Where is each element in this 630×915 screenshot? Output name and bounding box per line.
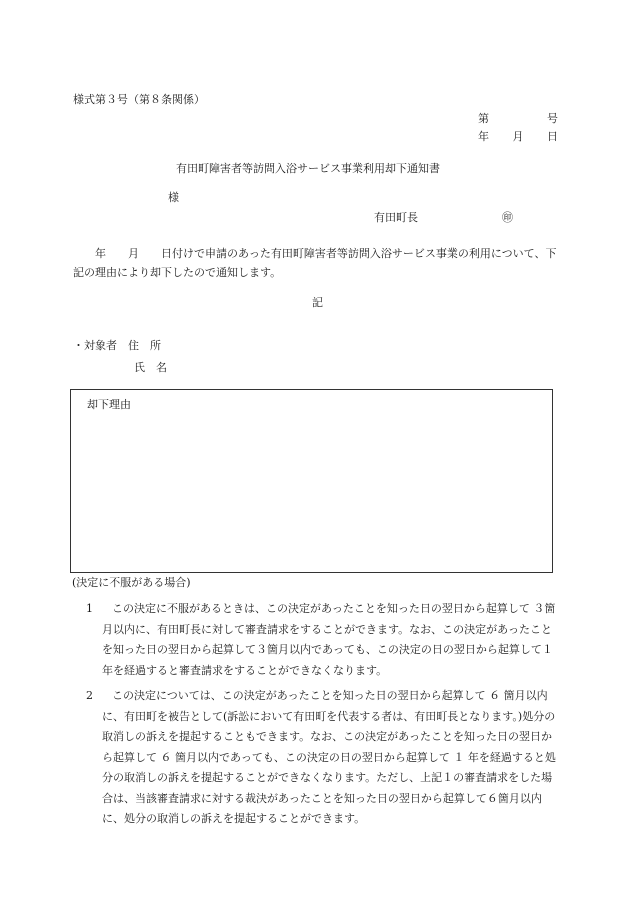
item-number: 2 xyxy=(86,689,93,702)
rejection-reason-label: 却下理由 xyxy=(87,398,131,411)
item-text: この決定については、この決定があったことを知った日の翌日から起算して ６ 箇月以内に、有田町を被告として(訴訟において有田町を代表する者は、有田町長となります。)処分の取消しの訴えを提起することもできます。なお、この決定があったことを知った日の翌日から起算して ６ 箇月以内であっても、この決定の日の翌日から起算して １ 年を経過すると処分の取消しの訴えを提起することができなくなります。ただし、上記１の審査請求をした場合は、当該審査請求に対する裁決があったことを知った日の翌日から起算して６箇月以内に、処分の取消しの訴えを提起することができます。 xyxy=(102,689,556,825)
subject-address-label: ・対象者 住 所 xyxy=(73,339,161,352)
ki-heading: 記 xyxy=(312,296,323,309)
date-year: 年 xyxy=(478,130,489,143)
document-date xyxy=(478,131,558,142)
document-number xyxy=(478,113,558,124)
objection-title: (決定に不服がある場合) xyxy=(72,576,191,589)
form-number: 様式第３号（第８条関係） xyxy=(73,93,205,106)
item-number: 1 xyxy=(86,602,93,615)
date-day: 日 xyxy=(547,130,558,143)
rejection-reason-box xyxy=(70,389,553,573)
date-month: 月 xyxy=(512,130,524,143)
item-text: この決定に不服があるときは、この決定があったことを知った日の翌日から起算して ３箇月以内に、有田町長に対して審査請求をすることができます。なお、この決定があったことを知った日の翌日から起算して３箇月以内であっても、この決定の日の翌日から起算して１年を経過すると審査請求をすることができなくなります。 xyxy=(102,602,556,677)
addressee-suffix: 様 xyxy=(168,191,179,204)
document-title: 有田町障害者等訪問入浴サービス事業利用却下通知書 xyxy=(176,162,440,175)
subject-name-label: 氏 名 xyxy=(134,361,167,374)
objection-item-1 xyxy=(86,599,560,681)
seal-mark: ㊞ xyxy=(502,211,513,224)
objection-item-2 xyxy=(86,686,560,830)
intro-paragraph: 年 月 日付けで申請のあった有田町障害者等訪問入浴サービス事業の利用について、下記の理由により却下したので通知します。 xyxy=(73,247,557,279)
number-suffix: 号 xyxy=(547,112,558,125)
sender: 有田町長 xyxy=(374,211,418,224)
number-prefix: 第 xyxy=(478,112,489,125)
